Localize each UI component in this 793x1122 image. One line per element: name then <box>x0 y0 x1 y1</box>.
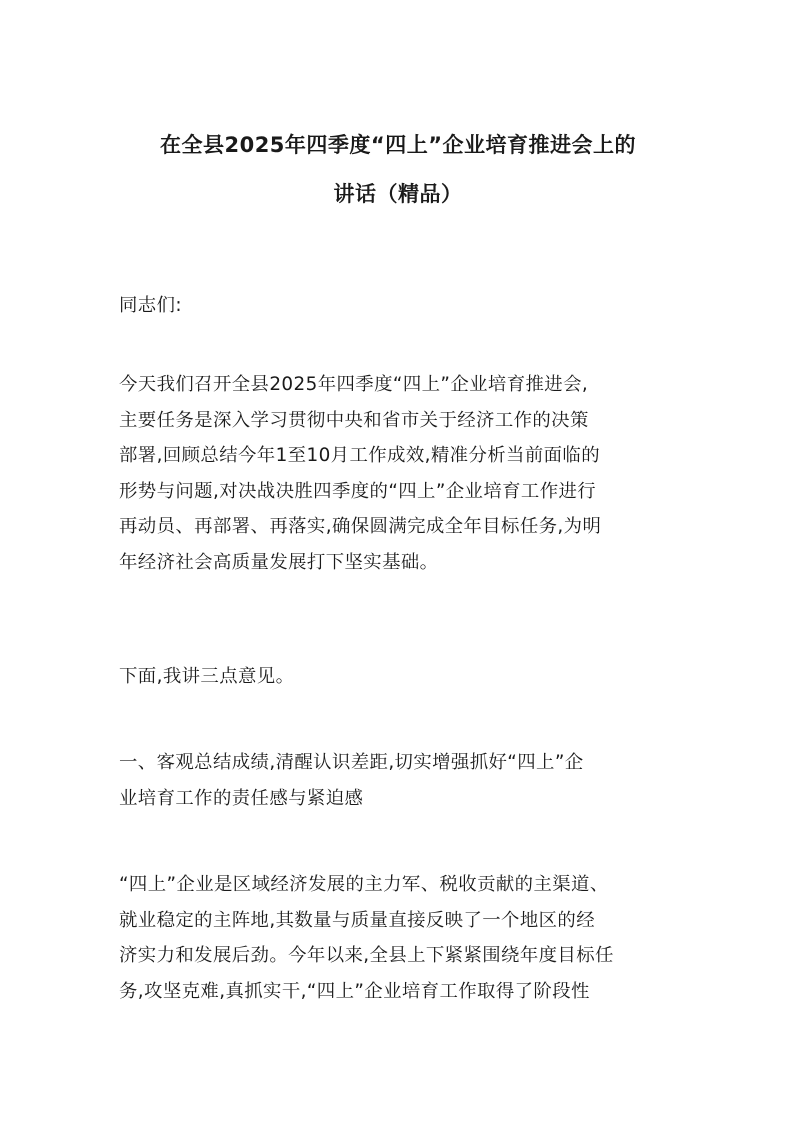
paragraph-opening <box>119 367 679 581</box>
paragraph-line: 今天我们召开全县2025年四季度“四上”企业培育推进会, <box>119 374 589 395</box>
paragraph-transition <box>119 659 679 695</box>
paragraph-line: 济实力和发展后劲。今年以来,全县上下紧紧围绕年度目标任 <box>119 945 614 967</box>
paragraph-line: 下面,我讲三点意见。 <box>119 666 295 687</box>
paragraph-line: 形势与问题,对决战决胜四季度的“四上”企业培育工作进行 <box>119 480 597 502</box>
paragraph-line: 部署,回顾总结今年1至10月工作成效,精准分析当前面临的 <box>119 445 600 467</box>
paragraph-line: 就业稳定的主阵地,其数量与质量直接反映了一个地区的经 <box>119 909 596 931</box>
paragraph-line: 主要任务是深入学习贯彻中央和省市关于经济工作的决策 <box>119 409 589 431</box>
section-heading-line: 业培育工作的责任感与紧迫感 <box>119 787 364 809</box>
section-heading-one <box>119 745 679 816</box>
section-heading-line: 一、客观总结成绩,清醒认识差距,切实增强抓好“四上”企 <box>119 752 584 773</box>
paragraph-body <box>119 867 679 1009</box>
paragraph-line: 年经济社会高质量发展打下坚实基础。 <box>119 551 439 573</box>
salutation <box>119 288 679 324</box>
paragraph-line: “四上”企业是区域经济发展的主力军、税收贡献的主渠道、 <box>119 874 609 895</box>
salutation-text: 同志们: <box>119 295 182 316</box>
document-title-line-1: 在全县2025年四季度“四上”企业培育推进会上的 <box>159 133 637 157</box>
paragraph-line: 再动员、再部署、再落实,确保圆满完成全年目标任务,为明 <box>119 516 602 538</box>
paragraph-line: 务,攻坚克难,真抓实干,“四上”企业培育工作取得了阶段性 <box>119 980 590 1002</box>
document-title-line-2: 讲话（精品） <box>333 182 463 206</box>
